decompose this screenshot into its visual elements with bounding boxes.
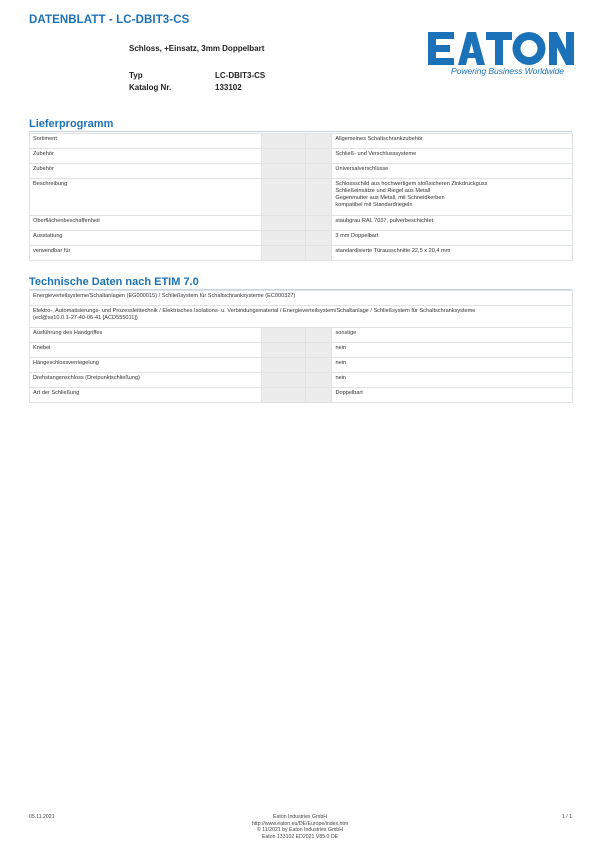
table-row [30, 291, 573, 306]
typ-value: LC-DBIT3-CS [215, 71, 266, 80]
row-value: 3 mm Doppelbart [332, 231, 573, 246]
empty-cell [305, 388, 332, 403]
typ-label: Typ [129, 71, 143, 80]
footer-doc-ref: Eaton 133102 ED2021 V85.0 DE [261, 833, 339, 840]
empty-cell [261, 328, 305, 343]
row-value: Allgemeines Schaltschrankzubehör [332, 134, 573, 149]
table-row [30, 373, 573, 388]
row-value: Doppelbart [332, 388, 573, 403]
empty-cell [261, 231, 305, 246]
section-title-lieferprogramm: Lieferprogramm [29, 118, 114, 130]
katalog-row [129, 82, 265, 94]
value-line: Schlossschild aus hochwertigem stoßsicheren Zinkdruckguss [335, 181, 488, 187]
row-label: Zubehör [30, 149, 262, 164]
value-line: Schließeinsätze und Riegel aus Metall [335, 188, 431, 194]
empty-cell [305, 246, 332, 261]
row-label: Ausstattung [30, 231, 262, 246]
row-label: Ausführung des Handgriffes [30, 328, 262, 343]
row-label: Oberflächenbeschaffenheit [30, 216, 262, 231]
row-label: Hängeschlossverriegelung [30, 358, 262, 373]
section-divider [29, 131, 572, 132]
footer-page-number: 1 / 1 [561, 814, 572, 820]
empty-cell [261, 246, 305, 261]
table-row [30, 216, 573, 231]
row-label: Drehstangenschloss (Dreipunktschließung) [30, 373, 262, 388]
row-value: Schließ- und Verschlusssysteme [332, 149, 573, 164]
row-label: Knebel [30, 343, 262, 358]
table-row [30, 388, 573, 403]
empty-cell [261, 216, 305, 231]
footer-copyright: © 11/2021 by Eaton Industries GmbH [257, 827, 343, 833]
footer-company: Eaton Industries GmbH [273, 814, 327, 820]
katalog-label: Katalog Nr. [129, 83, 172, 92]
product-subtitle: Schloss, +Einsatz, 3mm Doppelbart [129, 44, 265, 53]
katalog-value: 133102 [215, 83, 242, 92]
table-row [30, 358, 573, 373]
table-row [30, 164, 573, 179]
value-line: kompatibel mit Standardriegeln [335, 202, 413, 208]
row-label: Sortiment [30, 134, 262, 149]
value-line: (ecl@ss10.0.1-27-40-06-41 [ACD555011]) [33, 315, 138, 321]
empty-cell [261, 373, 305, 388]
empty-cell [305, 343, 332, 358]
table-row [30, 179, 573, 216]
row-label: Beschreibung [30, 179, 262, 216]
row-value-multiline [332, 179, 573, 216]
empty-cell [261, 388, 305, 403]
empty-cell [305, 231, 332, 246]
row-value: nein [332, 373, 573, 388]
lieferprogramm-table [29, 133, 573, 261]
row-value: nein [332, 358, 573, 373]
footer-date: 05.11.2021 [29, 814, 55, 820]
table-row [30, 306, 573, 328]
row-value: nein [332, 343, 573, 358]
row-label: verwendbar für [30, 246, 262, 261]
table-row [30, 231, 573, 246]
empty-cell [261, 134, 305, 149]
footer-url[interactable]: http://www.eaton.eu/DE/Europe/index.htm [251, 820, 349, 827]
value-line: Elektro-, Automatisierungs- und Prozessleittechnik / Elektrisches Isolations- u. Verbindungsmaterial / Energieverteilsystem/Schaltanlage / Schließsystem für Schaltschranksysteme [33, 308, 476, 314]
document-title: DATENBLATT - LC-DBIT3-CS [29, 14, 190, 26]
empty-cell [305, 134, 332, 149]
empty-cell [305, 149, 332, 164]
etim-table [29, 290, 573, 403]
empty-cell [261, 149, 305, 164]
footer-info [200, 814, 400, 840]
row-value: standardisierte Türausschnitte 22,5 x 20,4 mm [332, 246, 573, 261]
empty-cell [305, 179, 332, 216]
empty-cell [305, 358, 332, 373]
empty-cell [261, 164, 305, 179]
eaton-logo [428, 32, 574, 66]
table-row [30, 246, 573, 261]
row-label: Art der Schließung [30, 388, 262, 403]
table-row [30, 343, 573, 358]
row-value: Universalverschlüsse [332, 164, 573, 179]
etim-class-line: Energieverteilsysteme/Schaltanlagen (EG000015) / Schließsystem für Schaltschranksysteme (EC000327) [30, 291, 573, 306]
section-title-technische-daten: Technische Daten nach ETIM 7.0 [29, 276, 199, 288]
table-row [30, 134, 573, 149]
value-line: Gegenmutter aus Metall, mit Schneidkerben [335, 195, 445, 201]
empty-cell [261, 343, 305, 358]
product-meta [129, 70, 265, 94]
eaton-logo-icon [428, 32, 574, 66]
row-value: sonstige [332, 328, 573, 343]
empty-cell [305, 373, 332, 388]
row-value: staubgrau RAL 7037, pulverbeschichtet [332, 216, 573, 231]
eclass-line [30, 306, 573, 328]
empty-cell [261, 179, 305, 216]
typ-row [129, 70, 265, 82]
empty-cell [261, 358, 305, 373]
table-row [30, 149, 573, 164]
empty-cell [305, 164, 332, 179]
empty-cell [305, 216, 332, 231]
brand-tagline: Powering Business Worldwide [451, 66, 564, 76]
row-label: Zubehör [30, 164, 262, 179]
table-row [30, 328, 573, 343]
empty-cell [305, 328, 332, 343]
